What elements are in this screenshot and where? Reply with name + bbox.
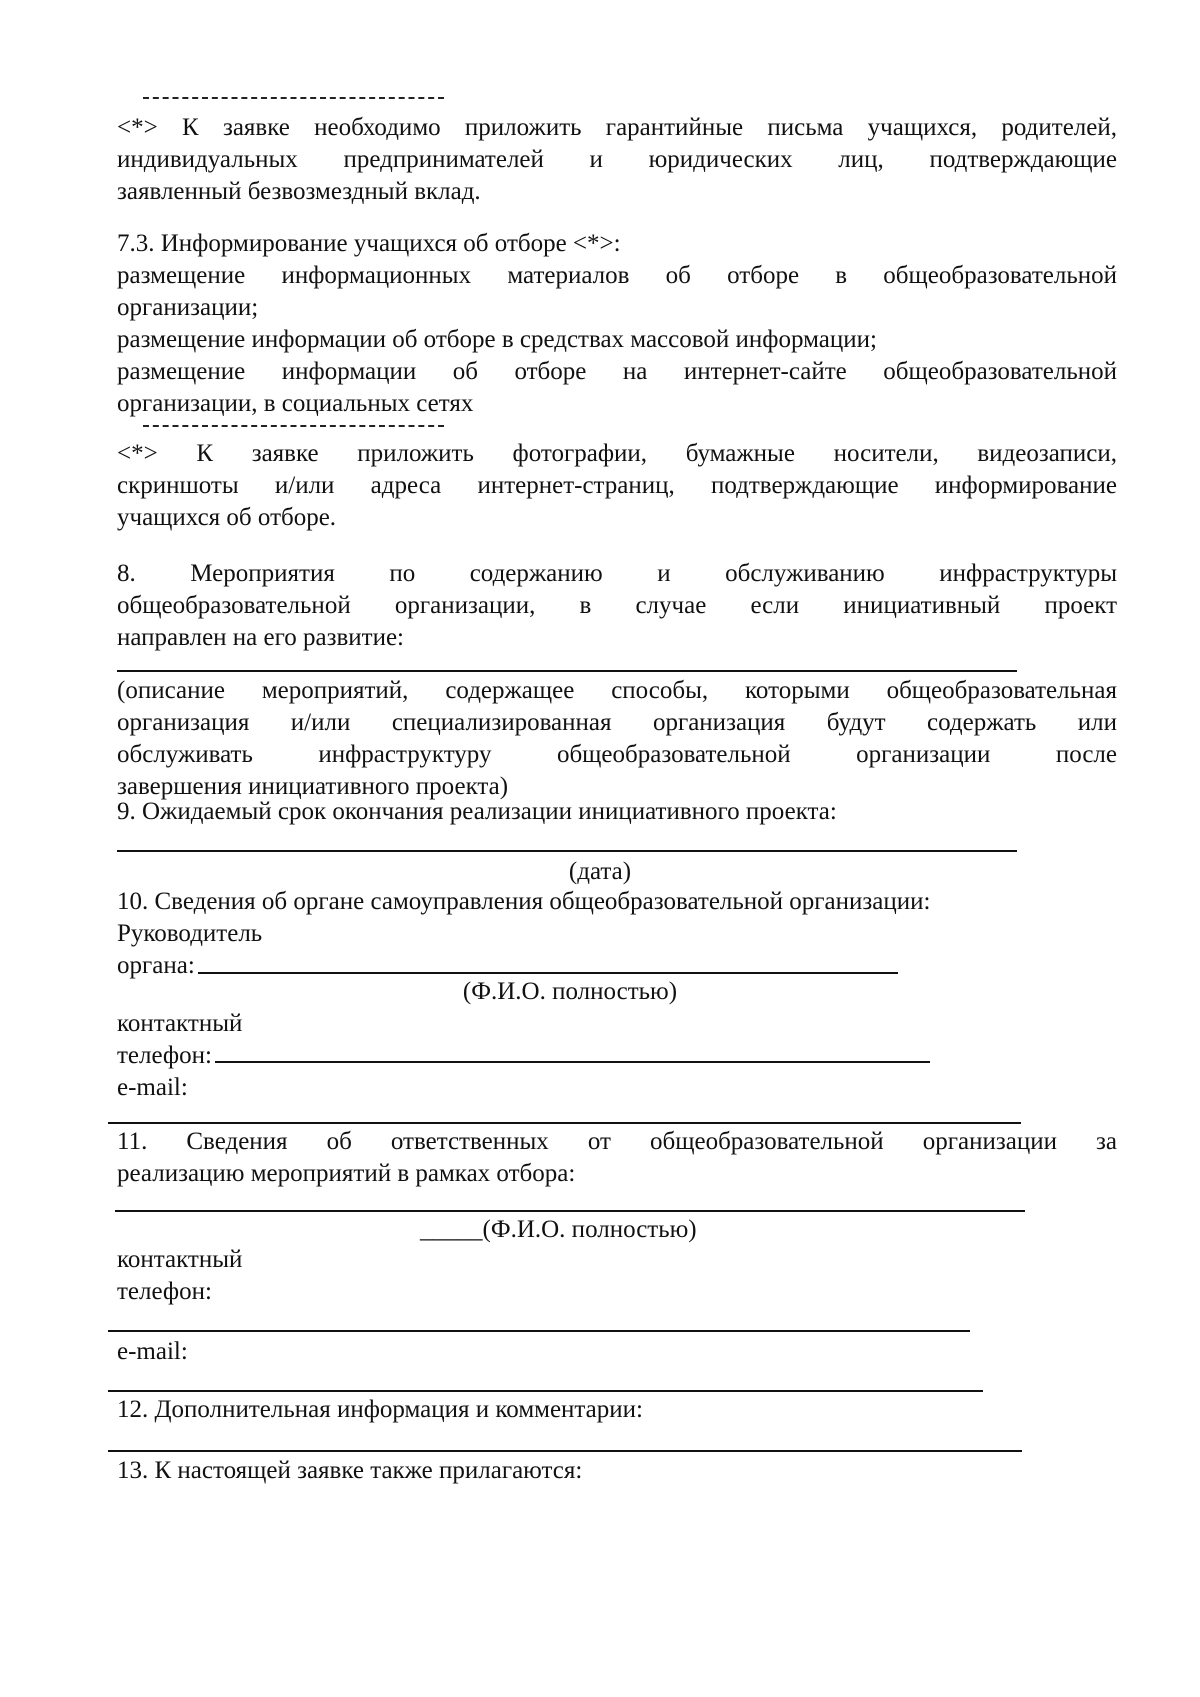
head-contacts [117, 1008, 1117, 1104]
section-8 [117, 558, 1117, 654]
text-line: организации; [117, 294, 259, 321]
fio-caption: (Ф.И.О. полностью) [462, 978, 678, 1005]
phone-fill-in-line[interactable] [215, 1061, 930, 1063]
text-line: общеобразовательной организации, в случае если инициативный проект [117, 592, 1117, 619]
text-line: реализацию мероприятий в рамках отбора: [117, 1160, 576, 1187]
section-9 [117, 796, 1117, 828]
section-12 [117, 1394, 1117, 1426]
text-line: заявленный безвозмездный вклад. [117, 178, 481, 205]
date-fill-in-line[interactable] [117, 850, 1017, 852]
footnote-separator [143, 425, 444, 427]
responsible-contacts [117, 1244, 1117, 1308]
footnote-guarantee-letters [117, 112, 1117, 208]
phone-fill-in-line[interactable] [108, 1330, 970, 1332]
section-8-caption [117, 675, 1117, 803]
text-line: размещение информации об отборе в средствах массовой информации; [117, 326, 877, 353]
email-fill-in-line[interactable] [108, 1122, 1021, 1124]
text-line: размещение информационных материалов об отборе в общеобразовательной [117, 262, 1117, 289]
text-line: 11. Сведения об ответственных от общеобразовательной организации за [117, 1128, 1117, 1155]
fio-prefix: _____ [420, 1216, 483, 1243]
text-line: (описание мероприятий, содержащее способы, которыми общеобразовательная [117, 677, 1117, 704]
section-10 [117, 886, 1117, 950]
section-heading: 10. Сведения об органе самоуправления общеобразовательной организации: [117, 888, 931, 915]
email-fill-in-line[interactable] [108, 1390, 983, 1392]
footnote-photos [117, 438, 1117, 534]
text-line: завершения инициативного проекта) [117, 773, 509, 800]
text-line: индивидуальных предпринимателей и юридических лиц, подтверждающие [117, 146, 1117, 173]
section-13 [117, 1455, 1117, 1487]
text-line: организации, в социальных сетях [117, 390, 474, 417]
text-line: направлен на его развитие: [117, 624, 404, 651]
text-line: учащихся об отборе. [117, 504, 337, 531]
text-line: <*> К заявке приложить фотографии, бумажные носители, видеозаписи, [117, 440, 1117, 467]
fill-in-line[interactable] [117, 670, 1017, 672]
section-heading: 12. Дополнительная информация и комментарии: [117, 1396, 643, 1423]
responsible-fill-in-line[interactable] [115, 1210, 1025, 1212]
text-line: 8. Мероприятия по содержанию и обслуживанию инфраструктуры [117, 560, 1117, 587]
date-caption: (дата) [568, 858, 632, 885]
section-heading: 13. К настоящей заявке также прилагаются: [117, 1457, 583, 1484]
head-label: органа: [117, 952, 195, 979]
text-line: обслуживать инфраструктуру общеобразовательной организации после [117, 741, 1117, 768]
text-line: организация и/или специализированная организация будут содержать или [117, 709, 1117, 736]
section-7-3 [117, 228, 1117, 420]
email-label: e-mail: [117, 1338, 188, 1365]
text-line: контактный [117, 1246, 243, 1273]
head-name-fill-in-line[interactable] [198, 972, 898, 974]
text-line: <*> К заявке необходимо приложить гарантийные письма учащихся, родителей, [117, 114, 1117, 141]
email-label: e-mail: [117, 1074, 188, 1101]
section-heading: 9. Ожидаемый срок окончания реализации инициативного проекта: [117, 798, 837, 825]
section-11 [117, 1126, 1117, 1190]
footnote-separator [143, 97, 444, 99]
email-row [117, 1336, 1117, 1368]
fio-caption-row [420, 1214, 740, 1246]
text-line: контактный [117, 1010, 243, 1037]
phone-label: телефон: [117, 1042, 212, 1069]
text-line: скриншоты и/или адреса интернет-страниц, подтверждающие информирование [117, 472, 1117, 499]
phone-label: телефон: [117, 1278, 212, 1305]
comments-fill-in-line[interactable] [108, 1450, 1022, 1452]
text-line: размещение информации об отборе на интернет-сайте общеобразовательной [117, 358, 1117, 385]
section-heading: 7.3. Информирование учащихся об отборе <*>: [117, 230, 621, 257]
text-line: Руководитель [117, 920, 263, 947]
fio-caption: (Ф.И.О. полностью) [482, 1216, 697, 1243]
